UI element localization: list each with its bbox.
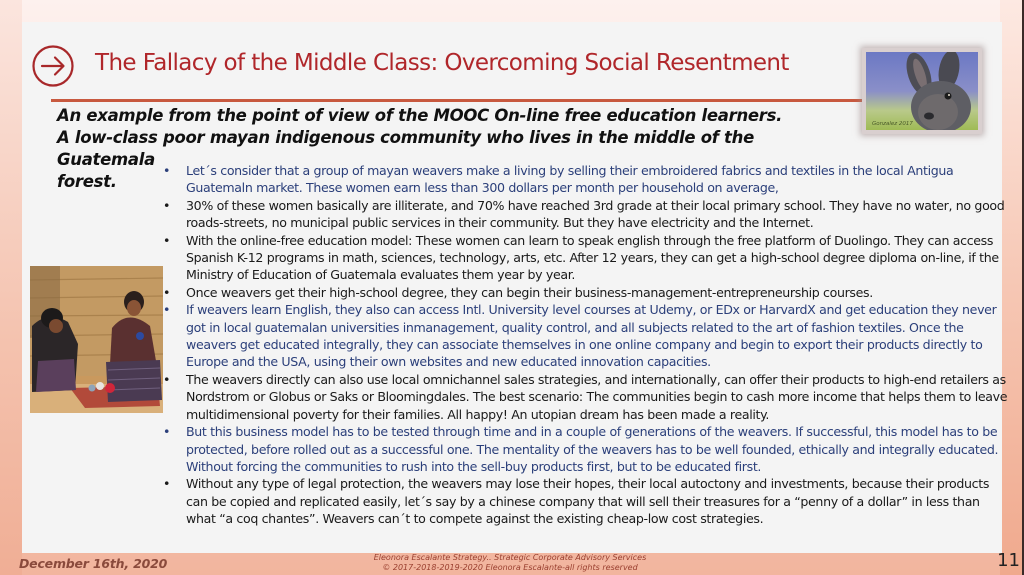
bullet-list — [160, 162, 1010, 528]
background-left-band — [0, 0, 22, 575]
arrow-right-circle-icon — [31, 44, 75, 88]
footer-credit-line: Eleonora Escalante Strategy.. Strategic Corporate Advisory Services — [373, 553, 647, 562]
bullet-item: • Let´s consider that a group of mayan weavers make a living by selling their embroidered fabrics and textiles in the local Antigua Guatemaln market. These women earn less than 300 dollars per month per household on average, — [160, 162, 1010, 197]
subtitle-line: An example from the point of view of the MOOC On-line free education learners. — [57, 106, 783, 125]
subtitle-line: A low-class poor mayan indigenous community who lives in the middle of the Guatemala — [57, 128, 754, 169]
title-divider — [51, 99, 871, 102]
rabbit-painting-image — [862, 48, 982, 134]
footer-credits — [340, 553, 680, 573]
footer-date: December 16th, 2020 — [19, 556, 168, 571]
subtitle-line: forest. — [57, 172, 117, 191]
mayan-weavers-photo — [30, 266, 163, 413]
bullet-item: • If weavers learn English, they also can access Intl. University level courses at Udemy, or EDx or HarvardX and get education they never got in local guatemalan universities inmanagement, quality control, and all subjects related to the art of fashion textiles. Once the weavers get educated integrally, they can associate themselves in one online company and begin to export their products directly to Europe and the USA, using their own websites and new educated innovation capacities. — [160, 301, 1010, 371]
page-number: 11 — [997, 550, 1020, 571]
svg-text:Gonzalez 2017: Gonzalez 2017 — [872, 121, 913, 127]
footer-copyright-line: © 2017-2018-2019-2020 Eleonora Escalante-all rights reserved — [382, 563, 638, 572]
bullet-item: • The weavers directly can also use local omnichannel sales strategies, and internationally, can offer their products to high-end retailers as Nordstrom or Globus or Saks or Bloomingdales. The best scenario: The communities begin to cash more income that helps them to leave multidimensional poverty for their families. All happy! An utopian dream has been made a reality. — [160, 371, 1010, 423]
bullet-item: • 30% of these women basically are illiterate, and 70% have reached 3rd grade at their local primary school. They have no water, no good roads-streets, no municipal public services in their community. But they have electricity and the Internet. — [160, 197, 1010, 232]
bullet-item: • Once weavers get their high-school degree, they can begin their business-management-entrepreneurship courses. — [160, 284, 1010, 301]
slide-title: The Fallacy of the Middle Class: Overcoming Social Resentment — [95, 50, 789, 76]
bullet-item: • Without any type of legal protection, the weavers may lose their hopes, their local autoctony and investments, because their products can be copied and replicated easily, let´s say by a chinese company that will sell their treasures for a “penny of a dollar” in less than what “a coq chantes”. Weavers can´t to compete against the existing cheap-low cost strategies. — [160, 475, 1010, 527]
bullet-item: • With the online-free education model: These women can learn to speak english through the free platform of Duolingo. They can access Spanish K-12 programs in math, sciences, technology, arts, etc. After 12 years, they can get a high-school degree diploma on-line, if the Ministry of Education of Guatemala evaluates them year by year. — [160, 232, 1010, 284]
bullet-item: • But this business model has to be tested through time and in a couple of generations of the weavers. If successful, this model has to be protected, before rolled out as a successful one. The mentality of the weavers has to be well founded, ethically and integrally educated. Without forcing the communities to rush into the sell-buy products first, but to be educated first. — [160, 423, 1010, 475]
